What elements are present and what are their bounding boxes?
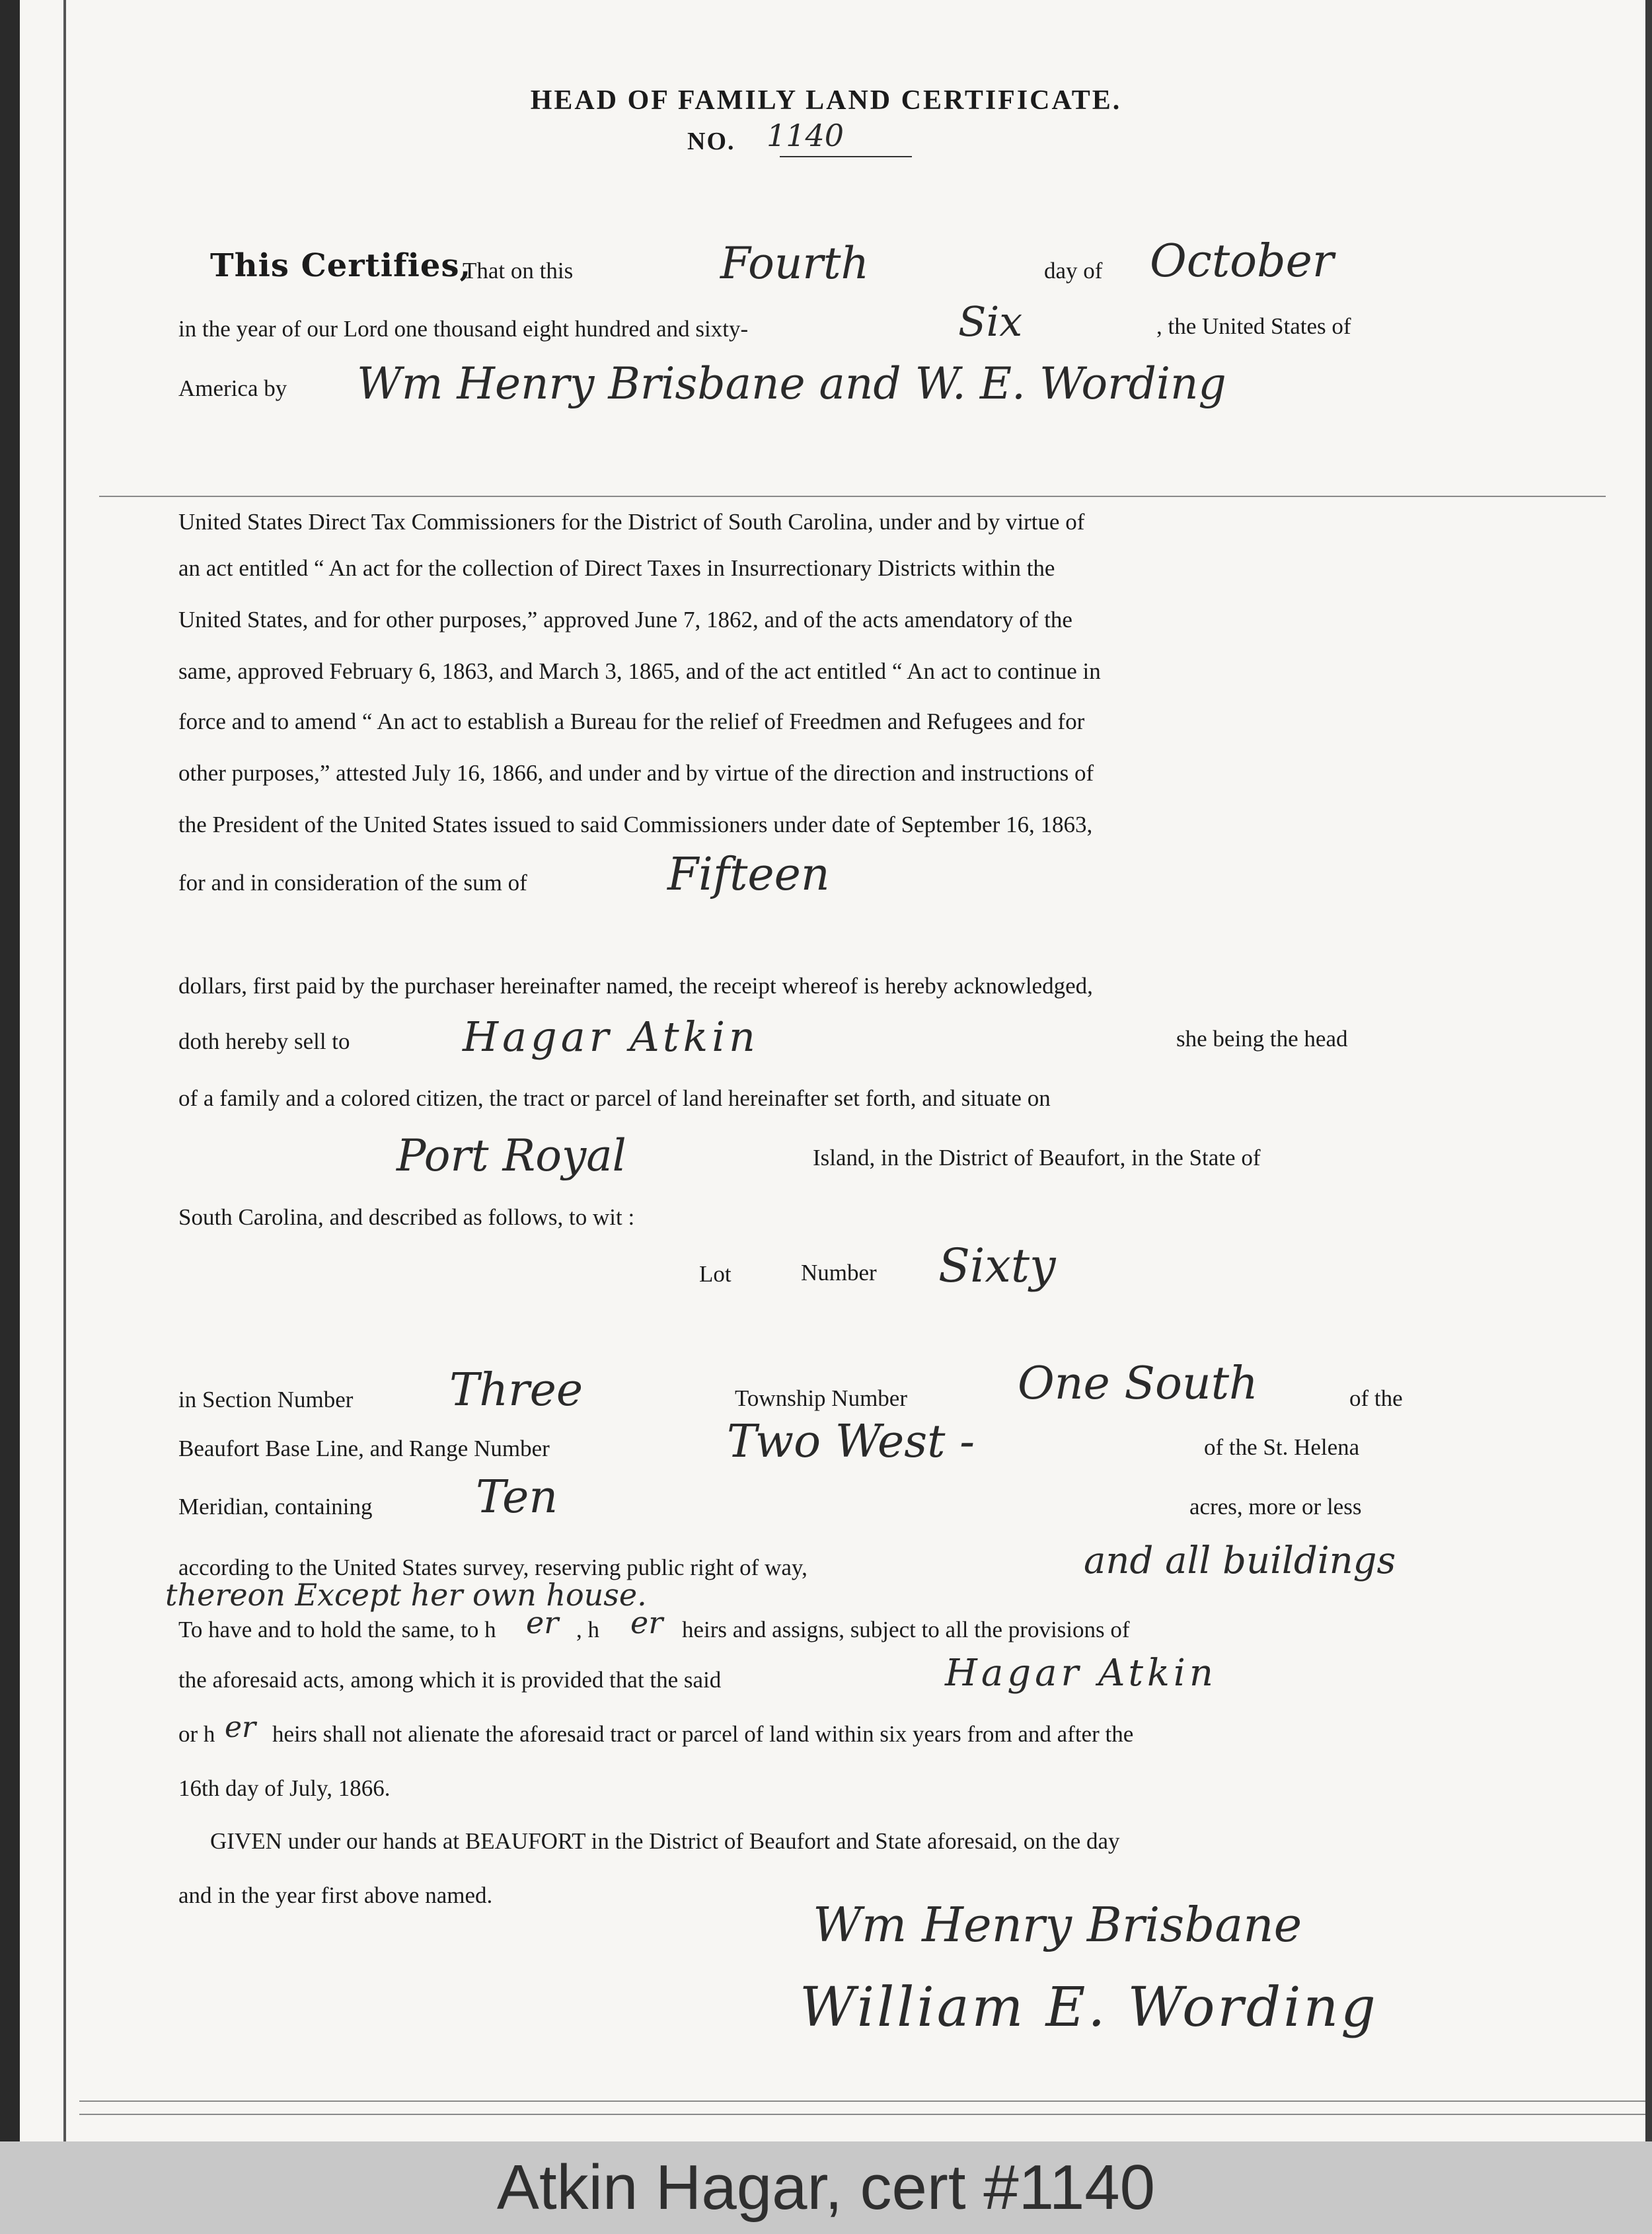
given-line-b: and in the year first above named. (178, 1882, 493, 1908)
bottom-rule-1 (79, 2100, 1645, 2102)
certificate-title: HEAD OF FAMILY LAND CERTIFICATE. (530, 85, 1122, 116)
handwritten-her-3: er (225, 1711, 256, 1744)
p3-text-a: America by (178, 375, 287, 401)
survey-line: according to the United States survey, reserving public right of way, (178, 1555, 807, 1580)
aforesaid-line: the aforesaid acts, among which it is provided that the said (178, 1667, 722, 1693)
hold-line-c: heirs and assigns, subject to all the provisions of (682, 1617, 1130, 1642)
scan-edge-right (1645, 0, 1652, 2141)
body-line-13: South Carolina, and described as follows, to wit : (178, 1204, 635, 1230)
acres-more-or-less: acres, more or less (1189, 1494, 1362, 1520)
divider-line (99, 496, 1606, 497)
handwritten-commissioners: Wm Henry Brisbane and W. E. Wording (357, 358, 1226, 409)
handwritten-acres: Ten (476, 1471, 558, 1523)
handwritten-section: Three (449, 1364, 583, 1416)
base-line-label: Beaufort Base Line, and Range Number (178, 1436, 550, 1461)
body-line-6: other purposes,” attested July 16, 1866, and under and by virtue of the direction and instructions of (178, 760, 1094, 786)
handwritten-purchaser: Hagar Atkin (463, 1013, 759, 1061)
body-line-10-b: she being the head (1176, 1026, 1348, 1052)
alienate-line-b: heirs shall not alienate the aforesaid tract or parcel of land within six years from and after the (272, 1721, 1134, 1747)
scan-edge-line (63, 0, 66, 2141)
handwritten-sum: Fifteen (667, 849, 830, 901)
handwritten-day: Fourth (720, 238, 870, 289)
handwritten-exception: thereon Except her own house. (165, 1577, 647, 1613)
handwritten-township: One South (1018, 1358, 1258, 1410)
handwritten-her-1: er (526, 1605, 559, 1640)
body-line-7: the President of the United States issued to said Commissioners under date of September 16, 1863, (178, 812, 1093, 837)
handwritten-buildings: and all buildings (1084, 1539, 1396, 1582)
body-line-11: of a family and a colored citizen, the tract or parcel of land hereinafter set forth, and situate on (178, 1085, 1051, 1111)
handwritten-year: Six (958, 297, 1023, 346)
body-line-3: United States, and for other purposes,” approved June 7, 1862, and of the acts amendatory of the (178, 607, 1072, 633)
township-label: Township Number (735, 1385, 907, 1411)
certificate-number-label: NO. (687, 128, 735, 155)
body-line-1: United States Direct Tax Commissioners for the District of South Carolina, under and by virtue of (178, 509, 1085, 535)
p2-text-b: , the United States of (1156, 313, 1351, 339)
p1-text-a: That on this (463, 258, 574, 284)
number-label: Number (801, 1260, 877, 1286)
alienate-line-a: or h (178, 1721, 215, 1747)
meridian-label: Meridian, containing (178, 1494, 373, 1520)
lot-label: Lot (699, 1261, 732, 1287)
p2-text-a: in the year of our Lord one thousand eight hundred and sixty- (178, 316, 749, 342)
handwritten-purchaser-2: Hagar Atkin (945, 1652, 1217, 1695)
bottom-rule-2 (79, 2114, 1645, 2115)
township-of-the: of the (1349, 1385, 1403, 1411)
handwritten-range: Two West - (727, 1416, 975, 1468)
body-line-4: same, approved February 6, 1863, and March 3, 1865, and of the act entitled “ An act to continue in (178, 658, 1101, 684)
range-of-the: of the St. Helena (1204, 1434, 1360, 1460)
handwritten-island: Port Royal (396, 1130, 626, 1181)
hold-line-b: , h (576, 1617, 599, 1642)
body-line-9: dollars, first paid by the purchaser hereinafter named, the receipt whereof is hereby acknowledged, (178, 973, 1093, 999)
body-line-10-a: doth hereby sell to (178, 1028, 350, 1054)
body-line-12-b: Island, in the District of Beaufort, in the State of (813, 1145, 1261, 1171)
section-label: in Section Number (178, 1387, 354, 1412)
date-line: 16th day of July, 1866. (178, 1775, 391, 1801)
p1-text-b: day of (1044, 258, 1103, 284)
body-line-2: an act entitled “ An act for the collection of Direct Taxes in Insurrectionary Districts within the (178, 555, 1055, 581)
handwritten-her-2: er (630, 1605, 663, 1640)
opening-phrase: This Certifies, (210, 247, 472, 284)
body-line-8: for and in consideration of the sum of (178, 870, 527, 896)
given-line-a: GIVEN under our hands at BEAUFORT in the District of Beaufort and State aforesaid, on the day (210, 1828, 1120, 1854)
signature-wording: William E. Wording (800, 1976, 1378, 2039)
certificate-number-value: 1140 (767, 118, 845, 153)
certificate-number-underline (780, 156, 912, 157)
signature-brisbane: Wm Henry Brisbane (813, 1897, 1302, 1952)
hold-line-a: To have and to hold the same, to h (178, 1617, 496, 1642)
body-line-5: force and to amend “ An act to establish a Bureau for the relief of Freedmen and Refugees and for (178, 709, 1085, 734)
caption-bar: Atkin Hagar, cert #1140 (0, 2141, 1652, 2234)
handwritten-lot-number: Sixty (938, 1239, 1056, 1293)
scan-edge-left (0, 0, 20, 2141)
handwritten-month: October (1150, 235, 1334, 288)
